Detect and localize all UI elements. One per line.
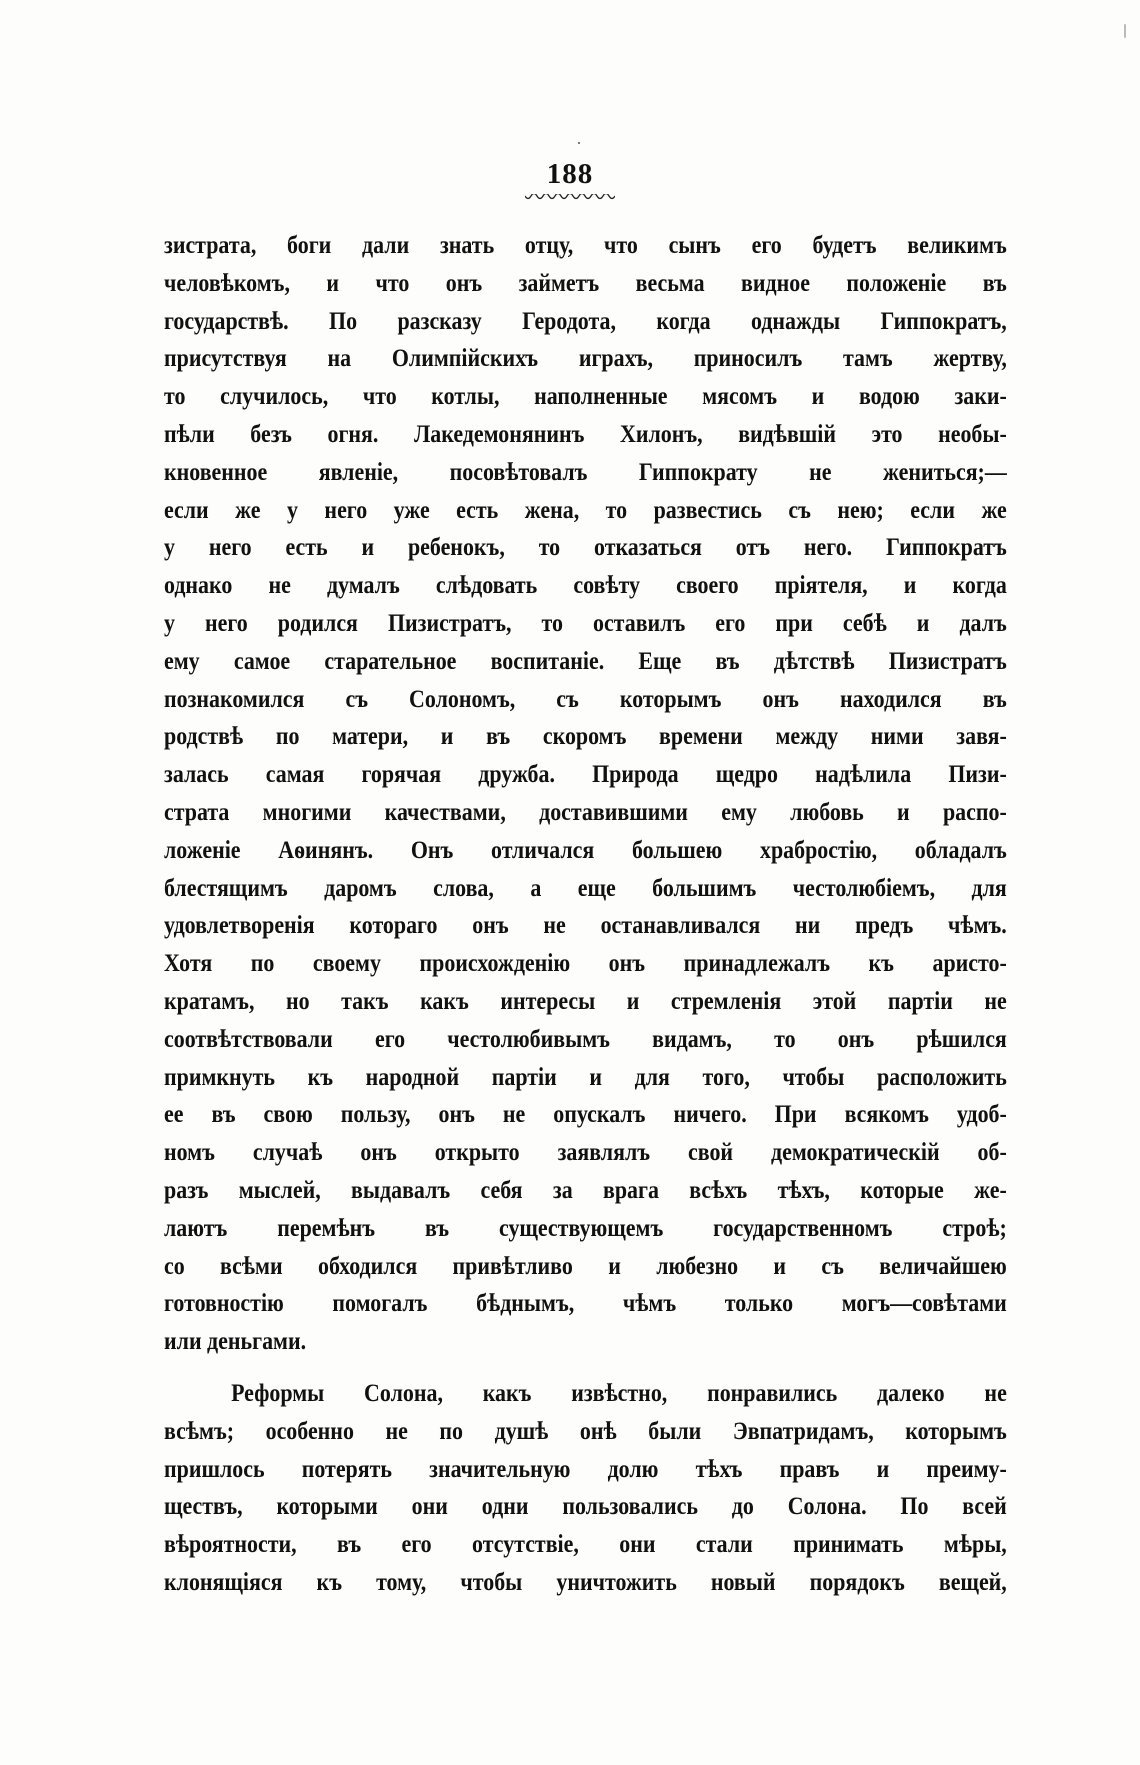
text-line: или деньгами. [164,1326,307,1356]
text-line: присутствуя на Олимпійскихъ играхъ, приносилъ тамъ жертву, [164,343,1007,373]
text-line: со всѣми обходился привѣтливо и любезно и съ величайшею [164,1250,1007,1280]
text-line: залась самая горячая дружба. Природа щедро надѣлила Пизи- [164,759,1007,789]
text-line: зистрата, боги дали знать отцу, что сынъ его будетъ великимъ [164,230,1007,259]
text-line: государствѣ. По разсказу Геродота, когда однажды Гиппократъ, [164,305,1007,335]
text-line: ложеніе Аѳинянъ. Онъ отличался большею храбростію, обладалъ [164,834,1007,864]
text-line: Хотя по своему происхожденію онъ принадлежалъ къ аристо- [164,948,1007,978]
text-line: пѣли безъ огня. Лакедемонянинъ Хилонъ, видѣвшій это необы- [164,418,1007,448]
main-text [164,226,1007,1601]
text-line: готовностію помогалъ бѣднымъ, чѣмъ только могъ—совѣтами [164,1288,1007,1318]
text-line: ему самое старательное воспитаніе. Еще въ дѣтствѣ Пизистратъ [164,645,1007,675]
wavy-underline-ornament [525,194,615,202]
text-line: однако не думалъ слѣдовать совѣту своего пріятеля, и когда [164,570,1007,600]
paragraph-gap [164,1360,888,1374]
text-line: разъ мыслей, выдавалъ себя за врага всѣхъ тѣхъ, которые же- [164,1174,1007,1204]
text-line: пришлось потерять значительную долю тѣхъ правъ и преиму- [164,1453,1007,1483]
text-line: то случилось, что котлы, наполненные мясомъ и водою заки- [164,381,1007,411]
text-line: у него есть и ребенокъ, то отказаться отъ него. Гиппократъ [164,532,1007,562]
text-line: номъ случаѣ онъ открыто заявлялъ свой демократическій об- [164,1137,1007,1167]
text-line: удовлетворенія котораго онъ не останавливался ни предъ чѣмъ. [164,910,1007,940]
text-line: страта многими качествами, доставившими ему любовь и распо- [164,796,1007,826]
text-line: родствѣ по матери, и въ скоромъ времени между ними завя- [164,721,1007,751]
paragraph-1 [164,226,1007,1360]
text-line: лаютъ перемѣнъ въ существующемъ государственномъ строѣ; [164,1212,1007,1242]
text-line: Реформы Солона, какъ извѣстно, понравились далеко не [231,1377,1007,1407]
text-line: если же у него уже есть жена, то развестись съ нею; если же [164,494,1007,524]
paragraph-2 [164,1374,1007,1601]
paper-speck [1124,24,1126,38]
text-line: соотвѣтствовали его честолюбивымъ видамъ, то онъ рѣшился [164,1023,1007,1053]
text-line: ее въ свою пользу, онъ не опускалъ ничего. При всякомъ удоб- [164,1099,1007,1129]
text-line: блестящимъ даромъ слова, а еще большимъ честолюбіемъ, для [164,872,1007,902]
text-line: клонящіяся къ тому, чтобы уничтожить новый порядокъ вещей, [164,1566,1007,1596]
text-line: человѣкомъ, и что онъ займетъ весьма видное положеніе въ [164,267,1007,297]
paper-speck [578,142,580,144]
text-line: кновенное явленіе, посовѣтовалъ Гиппократу не жениться;— [164,456,1007,486]
text-line: всѣмъ; особенно не по душѣ онѣ были Эвпатридамъ, которымъ [164,1415,1007,1445]
text-line: познакомился съ Солономъ, съ которымъ онъ находился въ [164,683,1007,713]
page-number: 188 [546,158,594,190]
text-line: вѣроятности, въ его отсутствіе, они стали принимать мѣры, [164,1529,1007,1559]
text-line: у него родился Пизистратъ, то оставилъ его при себѣ и далъ [164,607,1007,637]
text-line: кратамъ, но такъ какъ интересы и стремленія этой партіи не [164,985,1007,1015]
text-line: ществъ, которыми они одни пользовались до Солона. По всей [164,1491,1007,1521]
text-line: примкнуть къ народной партіи и для того, чтобы расположить [164,1061,1007,1091]
